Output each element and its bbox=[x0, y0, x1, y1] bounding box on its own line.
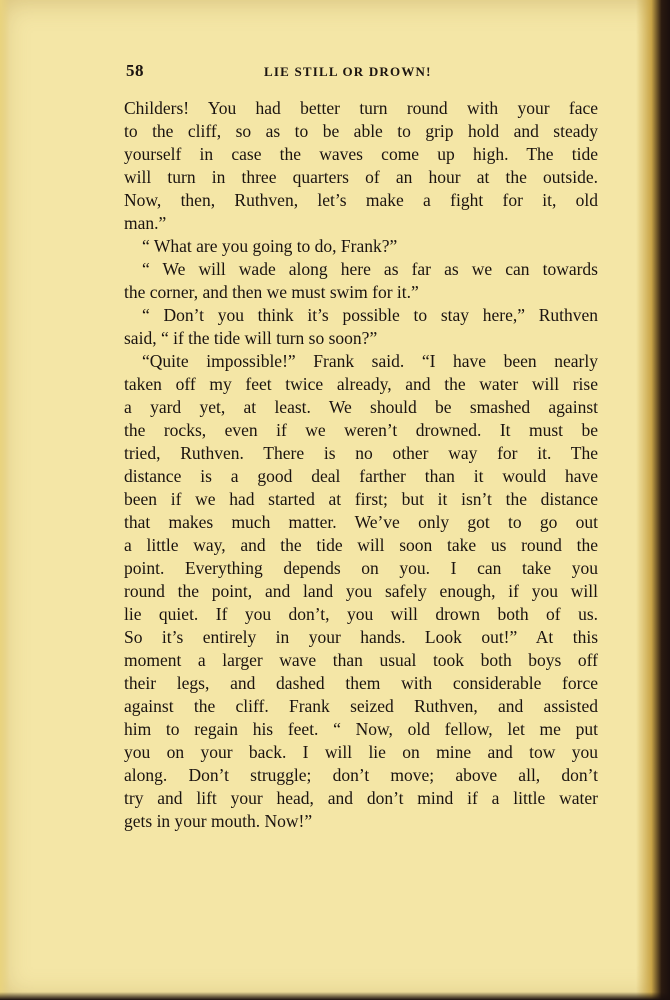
book-spine-edge bbox=[636, 0, 670, 1000]
text-line: along. Don’t struggle; don’t move; above all, don’t bbox=[124, 765, 598, 785]
text-line: the corner, and then we must swim for it.” bbox=[124, 282, 419, 302]
page-edge-shadow-bottom bbox=[0, 992, 670, 1000]
text-line: a yard yet, at least. We should be smashed against bbox=[124, 397, 598, 417]
page-header bbox=[126, 61, 596, 85]
text-line: him to regain his feet. “ Now, old fellow, let me put bbox=[124, 719, 598, 739]
text-line: man.” bbox=[124, 213, 167, 233]
text-line: taken off my feet twice already, and the water will rise bbox=[124, 374, 598, 394]
text-line: said, “ if the tide will turn so soon?” bbox=[124, 328, 378, 348]
text-line: “ What are you going to do, Frank?” bbox=[142, 236, 398, 256]
text-line: point. Everything depends on you. I can take you bbox=[124, 558, 598, 578]
text-line: you on your back. I will lie on mine and tow you bbox=[124, 742, 598, 762]
text-line: tried, Ruthven. There is no other way for it. The bbox=[124, 443, 598, 463]
text-line: moment a larger wave than usual took both boys off bbox=[124, 650, 598, 670]
text-line: “ We will wade along here as far as we can towards bbox=[142, 259, 598, 279]
text-line: against the cliff. Frank seized Ruthven, and assisted bbox=[124, 696, 598, 716]
text-line: their legs, and dashed them with considerable force bbox=[124, 673, 598, 693]
text-line: Childers! You had better turn round with your face bbox=[124, 98, 598, 118]
text-line: round the point, and land you safely enough, if you will bbox=[124, 581, 598, 601]
text-line: will turn in three quarters of an hour at the outside. bbox=[124, 167, 598, 187]
text-line: distance is a good deal farther than it would have bbox=[124, 466, 598, 486]
text-line: “ Don’t you think it’s possible to stay here,” Ruthven bbox=[142, 305, 598, 325]
text-line: “Quite impossible!” Frank said. “I have been nearly bbox=[142, 351, 598, 371]
text-line: a little way, and the tide will soon take us round the bbox=[124, 535, 598, 555]
page-edge-shadow-left bbox=[0, 0, 10, 1000]
text-line: the rocks, even if we weren’t drowned. It must be bbox=[124, 420, 598, 440]
page-number: 58 bbox=[126, 61, 144, 80]
text-line: try and lift your head, and don’t mind if a little water bbox=[124, 788, 598, 808]
text-line: that makes much matter. We’ve only got to go out bbox=[124, 512, 598, 532]
body-text bbox=[124, 97, 598, 833]
text-line: to the cliff, so as to be able to grip hold and steady bbox=[124, 121, 598, 141]
text-line: yourself in case the waves come up high. The tide bbox=[124, 144, 598, 164]
text-line: lie quiet. If you don’t, you will drown both of us. bbox=[124, 604, 598, 624]
text-line: So it’s entirely in your hands. Look out!” At this bbox=[124, 627, 598, 647]
text-line: Now, then, Ruthven, let’s make a fight for it, old bbox=[124, 190, 598, 210]
text-line: been if we had started at first; but it isn’t the distance bbox=[124, 489, 598, 509]
text-line: gets in your mouth. Now!” bbox=[124, 811, 313, 831]
running-title: LIE STILL OR DROWN! bbox=[264, 64, 432, 79]
